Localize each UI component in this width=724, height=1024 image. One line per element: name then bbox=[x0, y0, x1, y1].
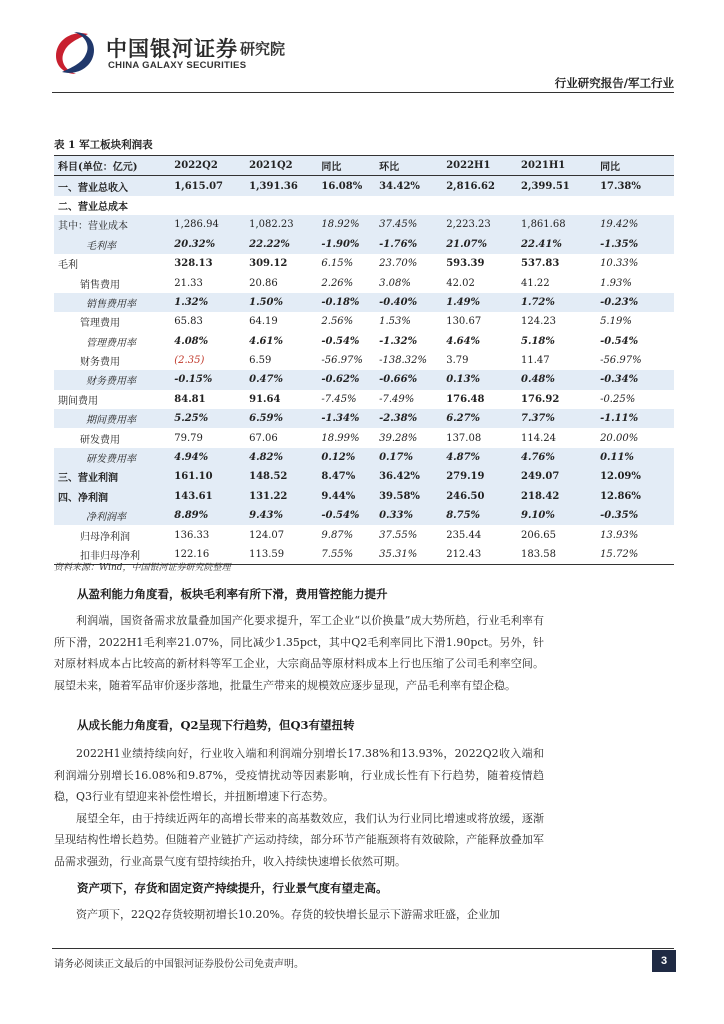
table-cell: 2,399.51 bbox=[517, 176, 596, 196]
table-row bbox=[54, 176, 674, 196]
row-label: 期间费用 bbox=[58, 395, 98, 407]
table-cell: 23.70% bbox=[379, 258, 418, 270]
table-cell: -0.34% bbox=[596, 370, 674, 389]
table-cell: 4.64% bbox=[446, 335, 481, 347]
table-cell: 235.44 bbox=[446, 529, 482, 541]
table-cell: 6.59 bbox=[249, 355, 272, 367]
table-cell: -2.38% bbox=[375, 409, 442, 428]
table-row bbox=[54, 506, 674, 525]
table-cell: 20.32% bbox=[170, 235, 245, 254]
table-cell: 5.25% bbox=[170, 409, 245, 428]
table-cell: 13.93% bbox=[600, 529, 639, 541]
table-cell: 114.24 bbox=[521, 432, 557, 444]
table-cell: 22.41% bbox=[517, 235, 596, 254]
table-row bbox=[54, 351, 674, 370]
table-cell: 183.58 bbox=[517, 545, 596, 565]
table-cell: 35.31% bbox=[375, 545, 442, 565]
table-cell: 6.59% bbox=[245, 409, 317, 428]
table-cell: 2,223.23 bbox=[442, 215, 517, 234]
row-label: 三、营业利润 bbox=[54, 467, 170, 486]
table-cell: 1,082.23 bbox=[245, 215, 317, 234]
table-cell: 20.00% bbox=[600, 432, 639, 444]
table-cell: 91.64 bbox=[249, 393, 281, 405]
table-row bbox=[54, 312, 674, 331]
table-cell: 136.33 bbox=[174, 529, 210, 541]
table-cell: 84.81 bbox=[174, 393, 206, 405]
table-cell: 279.19 bbox=[442, 467, 517, 486]
table-cell: 18.99% bbox=[321, 432, 360, 444]
header-divider bbox=[52, 92, 674, 93]
column-header: 2022H1 bbox=[442, 156, 517, 176]
table-cell: 9.44% bbox=[317, 487, 375, 506]
table-cell: -0.15% bbox=[170, 370, 245, 389]
table-cell: 131.22 bbox=[245, 487, 317, 506]
table-cell: -0.40% bbox=[375, 293, 442, 312]
table-cell: 1.50% bbox=[245, 293, 317, 312]
table-cell: 37.45% bbox=[375, 215, 442, 234]
table-cell: 12.86% bbox=[596, 487, 674, 506]
brand-institute: 研究院 bbox=[240, 40, 286, 58]
table-cell: -0.66% bbox=[375, 370, 442, 389]
table-cell: 64.19 bbox=[249, 316, 278, 328]
table-row bbox=[54, 467, 674, 486]
row-label: 归母净利润 bbox=[80, 531, 130, 543]
section-title-assets: 资产项下，存货和固定资产持续提升，行业景气度有望走高。 bbox=[77, 881, 388, 895]
brand-name-cn: 中国银河证券 bbox=[106, 37, 238, 61]
table-row bbox=[54, 293, 674, 312]
table-cell: 16.08% bbox=[317, 176, 375, 196]
table-row bbox=[54, 448, 674, 467]
table-row bbox=[54, 235, 674, 254]
table-cell: 6.27% bbox=[442, 409, 517, 428]
table-cell: 12.09% bbox=[596, 467, 674, 486]
column-header: 环比 bbox=[375, 156, 442, 176]
table-cell: 34.42% bbox=[375, 176, 442, 196]
paragraph: 2022H1业绩持续向好，行业收入端和利润端分别增长17.38%和13.93%，2022Q2收入端和利润端分别增长16.08%和9.87%，受疫情扰动等因素影响，行业成长性有下行趋势，随着疫情趋稳，Q3行业有望迎来补偿性增长，并扭断增速下行态势。 bbox=[54, 747, 544, 803]
table-cell: 42.02 bbox=[446, 277, 475, 289]
table-row bbox=[54, 273, 674, 292]
section-body-growth bbox=[54, 743, 544, 872]
column-header: 2021H1 bbox=[517, 156, 596, 176]
row-label: 四、净利润 bbox=[54, 487, 170, 506]
table-row bbox=[54, 409, 674, 428]
table-cell bbox=[375, 196, 442, 215]
table-cell: 41.22 bbox=[521, 277, 550, 289]
row-label: 研发费用率 bbox=[54, 448, 170, 467]
table-cell: 4.08% bbox=[174, 335, 209, 347]
table-cell: 1.49% bbox=[442, 293, 517, 312]
table-cell: 161.10 bbox=[170, 467, 245, 486]
row-label: 财务费用率 bbox=[54, 370, 170, 389]
table-cell: -0.54% bbox=[600, 335, 639, 347]
table-row bbox=[54, 390, 674, 409]
table-row bbox=[54, 525, 674, 544]
table-cell: 1.53% bbox=[379, 316, 411, 328]
table-cell: 2,816.62 bbox=[442, 176, 517, 196]
table-cell: -1.32% bbox=[379, 335, 418, 347]
table-cell: 2.26% bbox=[321, 277, 354, 289]
table-cell: 9.10% bbox=[517, 506, 596, 525]
table-cell: 124.23 bbox=[521, 316, 557, 328]
table-title: 表 1 军工板块利润表 bbox=[54, 139, 153, 151]
section-title-growth: 从成长能力角度看，Q2呈现下行趋势，但Q3有望扭转 bbox=[77, 718, 355, 732]
table-cell bbox=[442, 196, 517, 215]
table-cell: 11.47 bbox=[521, 355, 550, 367]
table-cell bbox=[517, 196, 596, 215]
table-cell: 4.87% bbox=[442, 448, 517, 467]
column-header: 2021Q2 bbox=[245, 156, 317, 176]
footer-disclaimer: 请务必阅读正文最后的中国银河证券股份公司免责声明。 bbox=[54, 959, 304, 970]
table-cell: 15.72% bbox=[596, 545, 674, 565]
galaxy-logo-icon bbox=[50, 28, 100, 78]
table-cell: 0.12% bbox=[317, 448, 375, 467]
row-label: 毛利率 bbox=[54, 235, 170, 254]
table-cell: 2.56% bbox=[321, 316, 354, 328]
table-cell: 1.32% bbox=[170, 293, 245, 312]
table-cell: 37.55% bbox=[379, 529, 418, 541]
table-cell: 21.33 bbox=[174, 277, 203, 289]
table-cell: -1.34% bbox=[317, 409, 375, 428]
table-source: 资料来源：Wind，中国银河证券研究院整理 bbox=[54, 563, 231, 573]
table-cell: -0.23% bbox=[596, 293, 674, 312]
table-cell: 3.79 bbox=[446, 355, 469, 367]
table-cell: 0.13% bbox=[442, 370, 517, 389]
table-cell: 7.37% bbox=[517, 409, 596, 428]
paragraph: 利润端，国资备需求放量叠加国产化要求提升，军工企业“以价换量”成大势所趋，行业毛利率有所下滑，2022H1毛利率21.07%，同比减少1.35pct，其中Q2毛利率同比下滑1.90pct。另外，针对原材料成本占比较高的新材料等军工企业，大宗商品等原材料成本上行也压缩了公司毛利率空间。展望未来，随着军品审价逐步落地，批量生产带来的规模效应逐步显现，产品毛利率有望企稳。 bbox=[54, 614, 544, 692]
table-cell: 36.42% bbox=[375, 467, 442, 486]
table-row bbox=[54, 196, 674, 215]
table-cell: 176.92 bbox=[521, 393, 560, 405]
table-cell: 1,861.68 bbox=[517, 215, 596, 234]
row-label: 财务费用 bbox=[80, 357, 120, 369]
row-label: 扣非归母净利 bbox=[54, 545, 170, 565]
table-cell: -1.35% bbox=[596, 235, 674, 254]
table-cell: 148.52 bbox=[245, 467, 317, 486]
report-category: 行业研究报告/军工行业 bbox=[554, 76, 674, 90]
table-cell: 5.19% bbox=[600, 316, 632, 328]
table-cell: 20.86 bbox=[249, 277, 278, 289]
table-cell: 1.72% bbox=[517, 293, 596, 312]
table-cell: -0.18% bbox=[317, 293, 375, 312]
table-cell: 9.43% bbox=[245, 506, 317, 525]
table-cell: 1.93% bbox=[600, 277, 632, 289]
table-cell: 206.65 bbox=[521, 529, 557, 541]
table-cell: 0.11% bbox=[596, 448, 674, 467]
table-cell: 1,286.94 bbox=[170, 215, 245, 234]
column-header: 同比 bbox=[317, 156, 375, 176]
table-cell: 21.07% bbox=[442, 235, 517, 254]
table-cell: -56.97% bbox=[321, 355, 363, 367]
table-cell: 143.61 bbox=[170, 487, 245, 506]
table-cell: (2.35) bbox=[174, 355, 205, 367]
table-cell: 246.50 bbox=[442, 487, 517, 506]
table-cell: 8.47% bbox=[317, 467, 375, 486]
table-cell bbox=[170, 196, 245, 215]
row-label: 管理费用率 bbox=[86, 337, 136, 349]
table-cell: 22.22% bbox=[245, 235, 317, 254]
table-cell: 65.83 bbox=[174, 316, 203, 328]
page-number: 3 bbox=[652, 950, 676, 972]
section-body-assets bbox=[54, 904, 544, 926]
table-cell: 0.33% bbox=[375, 506, 442, 525]
table-cell: 124.07 bbox=[249, 529, 285, 541]
table-cell: 4.76% bbox=[517, 448, 596, 467]
brand-name-en: CHINA GALAXY SECURITIES bbox=[108, 60, 247, 71]
row-label: 净利润率 bbox=[54, 506, 170, 525]
table-cell: 4.94% bbox=[170, 448, 245, 467]
row-label: 二、营业总成本 bbox=[58, 201, 128, 213]
row-label: 销售费用率 bbox=[54, 293, 170, 312]
table-header-row bbox=[54, 156, 674, 176]
section-title-profitability: 从盈利能力角度看，板块毛利率有所下滑，费用管控能力提升 bbox=[77, 587, 388, 601]
profit-table bbox=[54, 155, 674, 565]
table-cell: 0.17% bbox=[375, 448, 442, 467]
table-cell: 8.75% bbox=[442, 506, 517, 525]
table-cell: 4.61% bbox=[249, 335, 283, 347]
table-cell bbox=[245, 196, 317, 215]
table-cell: 593.39 bbox=[446, 258, 485, 270]
table-cell: -0.35% bbox=[596, 506, 674, 525]
table-cell: -138.32% bbox=[379, 355, 427, 367]
column-header: 科目(单位：亿元) bbox=[54, 156, 170, 176]
table-cell: 67.06 bbox=[249, 432, 278, 444]
table-cell: -7.45% bbox=[321, 393, 357, 405]
table-cell: 130.67 bbox=[446, 316, 482, 328]
table-cell: 6.15% bbox=[321, 258, 354, 270]
table-cell bbox=[596, 196, 674, 215]
table-cell: -0.25% bbox=[600, 393, 636, 405]
footer-divider bbox=[52, 948, 674, 949]
table-row bbox=[54, 332, 674, 351]
table-cell: 137.08 bbox=[446, 432, 482, 444]
table-cell: -1.90% bbox=[317, 235, 375, 254]
row-label: 研发费用 bbox=[80, 434, 120, 446]
table-cell bbox=[317, 196, 375, 215]
table-cell: 212.43 bbox=[442, 545, 517, 565]
table-row bbox=[54, 254, 674, 273]
table-cell: 0.48% bbox=[517, 370, 596, 389]
table-cell: 7.55% bbox=[317, 545, 375, 565]
table-cell: 5.18% bbox=[521, 335, 555, 347]
row-label: 期间费用率 bbox=[54, 409, 170, 428]
section-body-profitability bbox=[54, 610, 544, 696]
row-label: 管理费用 bbox=[80, 318, 120, 330]
table-cell: 122.16 bbox=[170, 545, 245, 565]
table-cell: 537.83 bbox=[521, 258, 560, 270]
table-cell: -1.11% bbox=[596, 409, 674, 428]
table-cell: -0.54% bbox=[317, 506, 375, 525]
table-cell: 39.28% bbox=[379, 432, 418, 444]
table-cell: -56.97% bbox=[600, 355, 642, 367]
table-cell: 79.79 bbox=[174, 432, 203, 444]
table-cell: 0.47% bbox=[245, 370, 317, 389]
table-cell: 1,391.36 bbox=[245, 176, 317, 196]
table-cell: 176.48 bbox=[446, 393, 485, 405]
table-cell: 4.82% bbox=[245, 448, 317, 467]
table-cell: 19.42% bbox=[596, 215, 674, 234]
table-cell: 1,615.07 bbox=[170, 176, 245, 196]
table-row bbox=[54, 428, 674, 447]
table-row bbox=[54, 370, 674, 389]
table-cell: 18.92% bbox=[317, 215, 375, 234]
table-cell: 9.87% bbox=[321, 529, 354, 541]
table-cell: -1.76% bbox=[375, 235, 442, 254]
row-label: 销售费用 bbox=[80, 279, 120, 291]
table-cell: 39.58% bbox=[375, 487, 442, 506]
table-cell: 218.42 bbox=[517, 487, 596, 506]
table-cell: 8.89% bbox=[170, 506, 245, 525]
table-row bbox=[54, 487, 674, 506]
table-cell: 309.12 bbox=[249, 258, 288, 270]
table-cell: -0.62% bbox=[317, 370, 375, 389]
table-cell: 249.07 bbox=[517, 467, 596, 486]
table-cell: -0.54% bbox=[321, 335, 360, 347]
table-cell: 10.33% bbox=[600, 258, 639, 270]
table-cell: 3.08% bbox=[379, 277, 411, 289]
table-cell: 328.13 bbox=[174, 258, 213, 270]
column-header: 2022Q2 bbox=[170, 156, 245, 176]
row-label: 其中：营业成本 bbox=[54, 215, 170, 234]
row-label: 毛利 bbox=[58, 260, 78, 272]
table-cell: 113.59 bbox=[245, 545, 317, 565]
column-header: 同比 bbox=[596, 156, 674, 176]
paragraph: 展望全年，由于持续近两年的高增长带来的高基数效应，我们认为行业同比增速或将放缓，逐渐呈现结构性增长趋势。但随着产业链扩产运动持续，部分环节产能瓶颈将有效破除，产能释放叠加军品需求强劲，行业高景气度有望持续抬升，收入持续快速增长依然可期。 bbox=[54, 811, 544, 868]
table-cell: -7.49% bbox=[379, 393, 415, 405]
paragraph: 资产项下，22Q2存货较期初增长10.20%。存货的较快增长显示下游需求旺盛，企业加 bbox=[76, 908, 500, 921]
page-header bbox=[0, 0, 724, 95]
table-row bbox=[54, 215, 674, 234]
row-label: 一、营业总收入 bbox=[54, 176, 170, 196]
table-cell: 17.38% bbox=[596, 176, 674, 196]
